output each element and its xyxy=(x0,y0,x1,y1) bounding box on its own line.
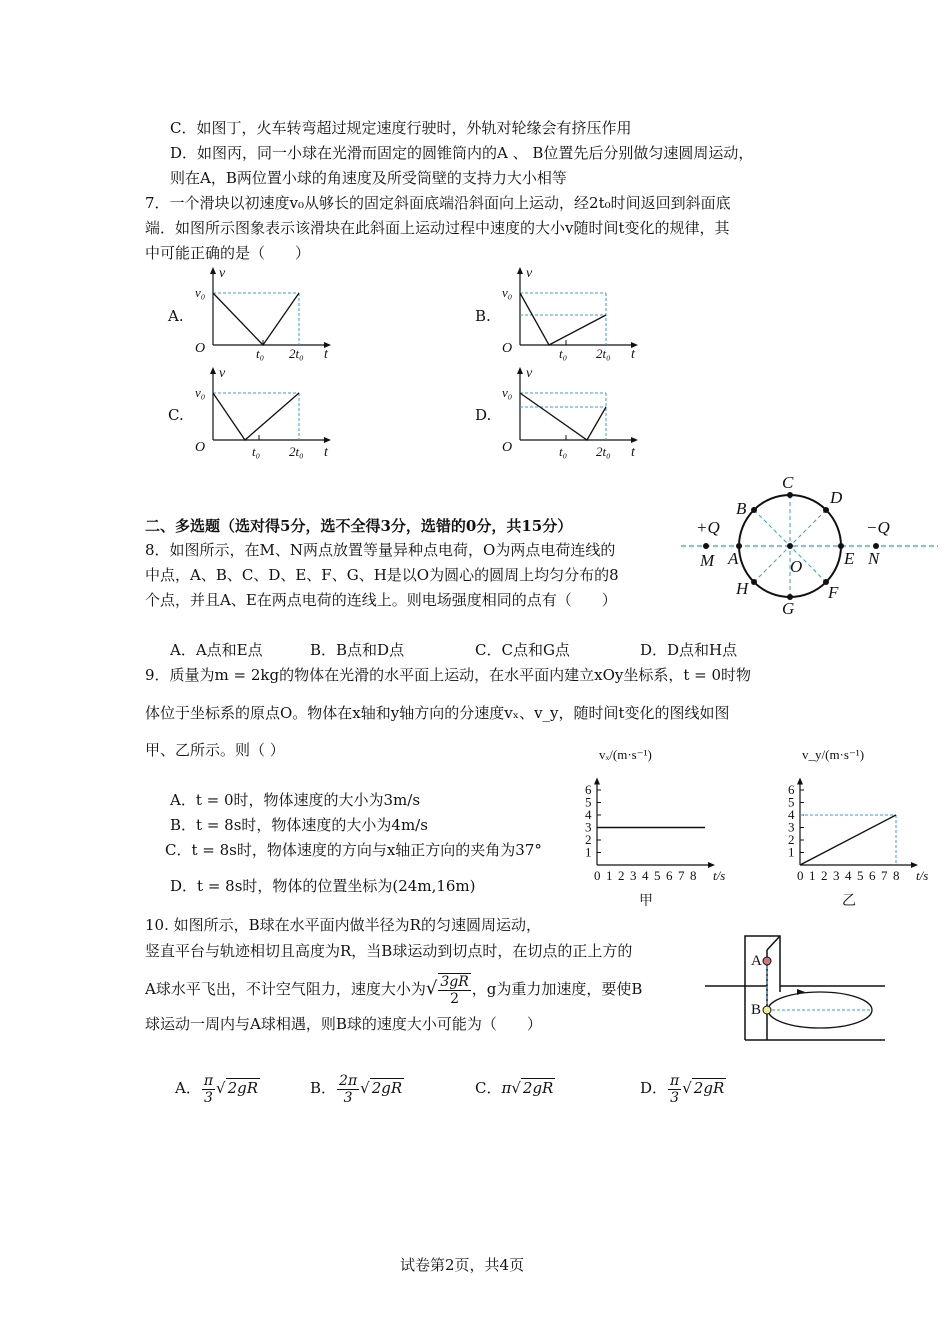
q6-option-d-line2: 则在A，B两位置小球的角速度及所受筒壁的支持力大小相等 xyxy=(170,169,567,187)
radicand: 2gR xyxy=(371,1079,403,1097)
x-tick-label: 7 xyxy=(881,868,888,883)
option-label: D． xyxy=(640,1079,668,1097)
q8-stem-line2: 中点，A、B、C、D、E、F、G、H是以O为圆心的圆周上均匀分布的8 xyxy=(145,566,619,584)
b-label: B xyxy=(736,499,747,518)
y-tick-label: 3 xyxy=(585,819,592,835)
v0-label: v₀ xyxy=(502,385,513,400)
origin-label: O xyxy=(195,341,206,356)
speed-fraction xyxy=(438,973,470,1007)
x-tick-label: 6 xyxy=(869,868,876,883)
t-axis-label: t xyxy=(324,347,328,362)
q10-option-a: A． $\frac{\pi}{3}$ √ 2gR xyxy=(175,1072,259,1106)
x-tick-label: 2 xyxy=(821,868,828,883)
h-label: H xyxy=(736,579,749,598)
q10-option-d: D． $\frac{\pi}{3}$ √ 2gR xyxy=(640,1072,725,1106)
frac-num: π xyxy=(203,1072,214,1089)
option-label: C． xyxy=(475,1079,502,1097)
option-label: A． xyxy=(175,1079,201,1097)
v0-label: v₀ xyxy=(502,285,513,300)
radicand: 2gR xyxy=(227,1079,259,1097)
q7-option-a-label: A. xyxy=(168,307,184,325)
d-label: D xyxy=(830,488,843,507)
q6-option-c: C．如图丁，火车转弯超过规定速度行驶时，外轨对轮缘会有挤压作用 xyxy=(170,119,632,137)
x-tick-label: 0 xyxy=(594,868,601,883)
e-label: E xyxy=(844,549,855,568)
q7-stem-line2: 端．如图所示图象表示该滑块在此斜面上运动过程中速度的大小v随时间t变化的规律，其 xyxy=(145,219,730,237)
q7-graph-d xyxy=(502,365,642,460)
y-tick-label: 5 xyxy=(585,794,592,810)
plus-q-label: +Q xyxy=(696,518,720,537)
t0-label: t₀ xyxy=(252,444,261,459)
y-axis-title: vₓ/(m·s⁻¹) xyxy=(599,747,652,762)
vy-chart-yi xyxy=(778,745,943,910)
v-axis-label: v xyxy=(219,366,226,381)
y-axis-title: v_y/(m·s⁻¹) xyxy=(802,747,865,762)
q7-graph-c xyxy=(195,365,335,460)
v0-label: v₀ xyxy=(195,285,206,300)
q10-stem-line2: 竖直平台与轨迹相切且高度为R，当B球运动到切点时，在切点的正上方的 xyxy=(145,942,633,960)
q7-stem-line3: 中可能正确的是（ ） xyxy=(145,244,311,262)
q9-option-d: D．t = 8s时，物体的位置坐标为(24m,16m) xyxy=(170,877,476,895)
vx-chart-jia xyxy=(575,745,740,910)
q7-graph-a xyxy=(195,265,335,360)
y-tick-label: 4 xyxy=(585,807,592,822)
speed-numerator: 3gR xyxy=(440,974,469,990)
x-tick-label: 1 xyxy=(809,868,816,883)
o-label: O xyxy=(790,557,803,576)
v-axis-label: v xyxy=(526,266,533,281)
y-tick-label: 5 xyxy=(788,794,795,810)
y-tick-label: 1 xyxy=(585,844,592,860)
x-tick-label: 5 xyxy=(654,868,661,883)
q6-option-d-line1: D．如图丙，同一小球在光滑而固定的圆锥筒内的A 、 B位置先后分别做匀速圆周运动， xyxy=(170,144,754,162)
pi: π xyxy=(501,1079,512,1097)
q7-option-d-label: D. xyxy=(475,406,492,424)
q10-figure xyxy=(705,928,905,1048)
q8-option-c: C．C点和G点 xyxy=(475,641,570,659)
frac-num: 2π xyxy=(339,1072,358,1089)
q8-option-d: D．D点和H点 xyxy=(640,641,738,659)
t-axis-label: t xyxy=(631,347,635,362)
q9-option-c: C．t = 8s时，物体速度的方向与x轴正方向的夹角为37° xyxy=(165,841,542,859)
x-tick-label: 4 xyxy=(845,868,852,883)
x-tick-label: 7 xyxy=(678,868,685,883)
q10-option-c: C．π√ 2gR xyxy=(475,1079,554,1097)
origin-label: O xyxy=(195,440,206,455)
x-tick-label: 1 xyxy=(606,868,613,883)
x-axis-title: t/s xyxy=(713,868,726,883)
t0-label: t₀ xyxy=(256,346,265,361)
chart-caption: 甲 xyxy=(639,894,653,909)
q8-option-a: A．A点和E点 xyxy=(170,641,263,659)
frac-den: 3 xyxy=(203,1089,213,1106)
q10-option-b: B． $\frac{2\pi}{3}$ √ 2gR xyxy=(310,1072,403,1106)
radicand: 2gR xyxy=(693,1079,725,1097)
q8-option-b: B．B点和D点 xyxy=(310,641,405,659)
q7-option-c-label: C. xyxy=(168,406,184,424)
q10-stem-line4: 球运动一周内与A球相遇，则B球的速度大小可能为（ ） xyxy=(145,1015,542,1033)
n-label: N xyxy=(868,549,880,568)
y-tick-label: 6 xyxy=(788,782,795,797)
2t0-label: 2t₀ xyxy=(289,346,304,361)
y-tick-label: 3 xyxy=(788,819,795,835)
section-title-multi-choice: 二、多选题（选对得5分，选不全得3分，选错的0分，共15分） xyxy=(145,517,573,535)
x-tick-label: 0 xyxy=(797,868,804,883)
q9-stem-line2: 体位于坐标系的原点O。物体在x轴和y轴方向的分速度vₓ、v_y，随时间t变化的图线如图 xyxy=(145,704,730,722)
2t0-label: 2t₀ xyxy=(596,346,611,361)
option-label: B． xyxy=(310,1079,337,1097)
v-axis-label: v xyxy=(526,366,533,381)
q10-stem-line1: 10. 如图所示，B球在水平面内做半径为R的匀速圆周运动， xyxy=(145,916,541,934)
c-label: C xyxy=(782,473,794,492)
x-tick-label: 2 xyxy=(618,868,625,883)
2t0-label: 2t₀ xyxy=(289,444,304,459)
origin-label: O xyxy=(502,440,513,455)
y-tick-label: 1 xyxy=(788,844,795,860)
v0-label: v₀ xyxy=(195,385,206,400)
q10-line3-start: A球水平飞出，不计空气阻力，速度大小为 xyxy=(145,980,426,998)
ball-b-label: B xyxy=(751,1002,762,1018)
q9-option-a: A．t = 0时，物体速度的大小为3m/s xyxy=(170,791,421,809)
t-axis-label: t xyxy=(631,445,635,460)
x-tick-label: 3 xyxy=(833,868,840,883)
q9-stem-line3: 甲、乙所示。则（ ） xyxy=(145,741,285,759)
chart-caption: 乙 xyxy=(842,894,856,909)
x-tick-label: 4 xyxy=(642,868,649,883)
x-tick-label: 5 xyxy=(857,868,864,883)
m-label: M xyxy=(700,551,715,570)
speed-denominator: 2 xyxy=(450,991,459,1007)
series-line-vy xyxy=(800,815,896,865)
y-tick-label: 4 xyxy=(788,807,795,822)
y-axis-arrow xyxy=(594,778,600,785)
q7-option-b-label: B. xyxy=(475,307,491,325)
minus-q-label: −Q xyxy=(866,518,890,537)
frac-den: 3 xyxy=(670,1089,680,1106)
t0-label: t₀ xyxy=(559,444,568,459)
a-label: A xyxy=(728,549,739,568)
q7-stem-line1: 7．一个滑块以初速度v₀从够长的固定斜面底端沿斜面向上运动，经2t₀时间返回到斜面底 xyxy=(145,194,731,212)
x-tick-label: 6 xyxy=(666,868,673,883)
2t0-label: 2t₀ xyxy=(596,444,611,459)
y-tick-label: 6 xyxy=(585,782,592,797)
q8-stem-line3: 个点，并且A、E在两点电荷的连线上。则电场强度相同的点有（ ） xyxy=(145,591,617,609)
f-label: F xyxy=(828,583,839,602)
y-tick-label: 2 xyxy=(788,832,795,847)
y-tick-label: 2 xyxy=(585,832,592,847)
frac-den: 3 xyxy=(343,1089,353,1106)
x-axis-title: t/s xyxy=(916,868,929,883)
q7-graph-b xyxy=(502,265,642,360)
q10-stem-line3: A球水平飞出，不计空气阻力，速度大小为√ $\frac{3gR}{2}$ ，g为重力加速度，要使B xyxy=(145,974,643,1007)
x-tick-label: 8 xyxy=(893,868,900,883)
q8-circle-figure xyxy=(676,470,938,620)
t-axis-label: t xyxy=(324,445,328,460)
x-tick-label: 3 xyxy=(630,868,637,883)
y-axis-arrow xyxy=(797,778,803,785)
q8-stem-line1: 8．如图所示，在M、N两点放置等量异种点电荷，O为两点电荷连线的 xyxy=(145,541,616,559)
ball-a-label: A xyxy=(751,953,762,969)
q10-line3-end: ，g为重力加速度，要使B xyxy=(471,980,643,998)
x-tick-label: 8 xyxy=(690,868,697,883)
t0-label: t₀ xyxy=(559,346,568,361)
q9-option-b: B．t = 8s时，物体速度的大小为4m/s xyxy=(170,816,428,834)
origin-label: O xyxy=(502,341,513,356)
page-footer: 试卷第2页，共4页 xyxy=(400,1256,525,1274)
g-label: G xyxy=(782,599,795,618)
q9-stem-line1: 9．质量为m = 2kg的物体在光滑的水平面上运动，在水平面内建立xOy坐标系，t = 0时物 xyxy=(145,666,752,684)
frac-num: π xyxy=(670,1072,680,1089)
v-axis-label: v xyxy=(219,266,226,281)
radicand: 2gR xyxy=(522,1079,554,1097)
